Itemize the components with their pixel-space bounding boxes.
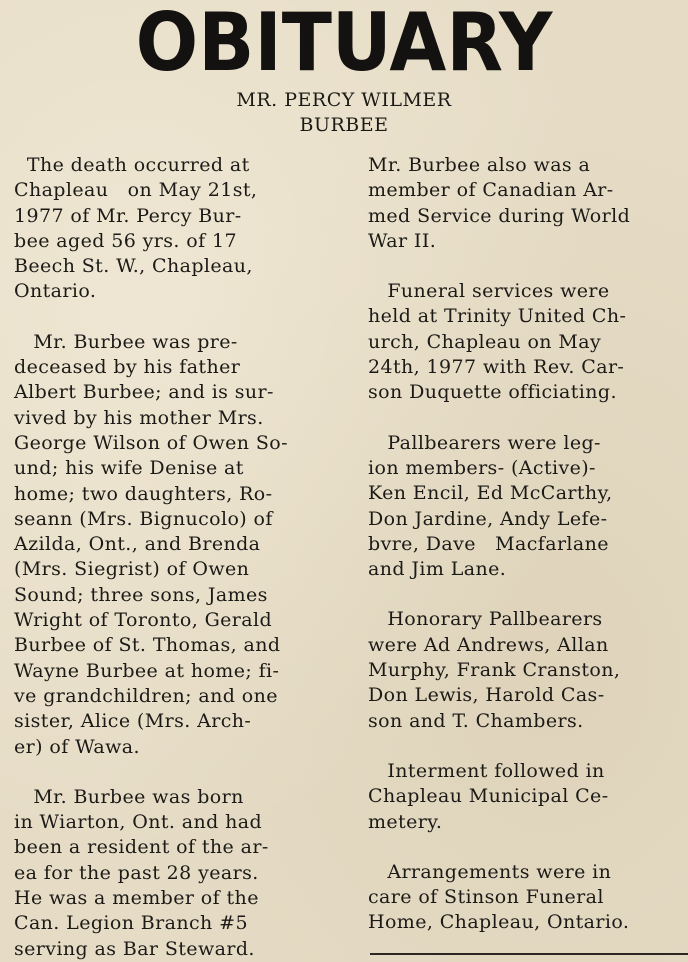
text-line: Sound; three sons, James [14,583,268,606]
text-line: home; two daughters, Ro- [14,482,273,505]
text-line: Ontario. [14,280,97,303]
text-line: Mr. Burbee also was a [368,154,591,176]
text-line: deceased by his father [14,356,241,379]
paragraph [368,431,676,583]
text-line: Wright of Toronto, Gerald [14,609,273,632]
text-line: bvre, Dave Macfarlane [368,532,609,555]
text-line: med Service during World [368,204,631,227]
text-line: bee aged 56 yrs. of 17 [14,229,237,252]
text-line: ea for the past 28 years. [14,861,259,884]
paragraph-gap [368,406,676,431]
paragraph-gap [14,760,336,785]
text-line: George Wilson of Owen So- [14,431,288,454]
paragraph-gap [368,254,676,279]
paragraph [368,607,676,733]
text-line: Home, Chapleau, Ontario. [368,911,630,934]
text-line: Arrangements were in [368,860,612,883]
text-line: been a resident of the ar- [14,836,269,859]
paragraph [368,279,676,405]
text-line: Albert Burbee; and is sur- [14,381,274,404]
paragraph-gap [368,835,676,860]
text-line: son Duquette officiating. [368,381,617,404]
text-line: ion members- (Active)- [368,456,596,479]
text-line: 24th, 1977 with Rev. Car- [368,356,625,379]
text-line: und; his wife Denise at [14,457,244,480]
paragraph-gap [14,305,336,330]
text-line: Interment followed in [368,759,605,782]
text-line: in Wiarton, Ont. and had [14,811,263,834]
paragraph [14,153,336,305]
text-line: Chapleau Municipal Ce- [368,785,609,808]
text-line: Ken Encil, Ed McCarthy, [368,482,613,505]
text-line: serving as Bar Steward. [14,937,255,960]
text-line: sister, Alice (Mrs. Arch- [14,710,252,733]
text-line: Wayne Burbee at home; fi- [14,659,280,682]
text-line: Burbee of St. Thomas, and [14,634,281,657]
text-line: Mr. Burbee was pre- [14,330,238,353]
bottom-rule [370,953,688,955]
text-line: He was a member of the [14,887,259,910]
left-column [14,153,336,962]
text-line: 1977 of Mr. Percy Bur- [14,204,242,227]
text-line: metery. [368,810,443,833]
text-line: member of Canadian Ar- [368,179,614,202]
text-line: Chapleau on May 21st, [14,179,258,202]
text-line: Can. Legion Branch #5 [14,912,248,935]
subhead-surname: BURBEE [299,114,389,136]
text-line: urch, Chapleau on May [368,330,602,353]
text-line: care of Stinson Funeral [368,886,604,909]
text-line: vived by his mother Mrs. [14,406,264,429]
text-line: Don Lewis, Harold Cas- [368,684,605,707]
text-line: ve grandchildren; and one [14,684,278,707]
paragraph [368,759,676,835]
paragraph-gap [368,582,676,607]
text-line: held at Trinity United Ch- [368,305,627,328]
text-line: Azilda, Ont., and Brenda [14,533,261,556]
text-line: Don Jardine, Andy Lefe- [368,507,608,530]
text-line: Murphy, Frank Cranston, [368,659,621,682]
text-line: and Jim Lane. [368,558,507,581]
text-line: er) of Wawa. [14,735,140,758]
text-line: War II. [368,229,437,252]
text-line: Mr. Burbee was born [14,785,244,808]
paragraph [14,785,336,962]
paragraph [368,153,676,254]
text-line: The death occurred at [14,154,250,176]
text-line: (Mrs. Siegrist) of Owen [14,558,250,581]
right-column [368,153,676,936]
headline: OBITUARY [135,0,553,89]
paragraph-gap [368,734,676,759]
subhead-name: MR. PERCY WILMER [236,89,452,111]
paragraph [368,860,676,936]
text-line: Funeral services were [368,280,610,303]
text-line: Pallbearers were leg- [368,431,601,454]
text-line: Honorary Pallbearers [368,608,603,631]
text-line: son and T. Chambers. [368,709,584,732]
paragraph [14,330,336,760]
text-line: Beech St. W., Chapleau, [14,255,253,278]
text-line: were Ad Andrews, Allan [368,633,609,656]
text-line: seann (Mrs. Bignucolo) of [14,507,273,530]
